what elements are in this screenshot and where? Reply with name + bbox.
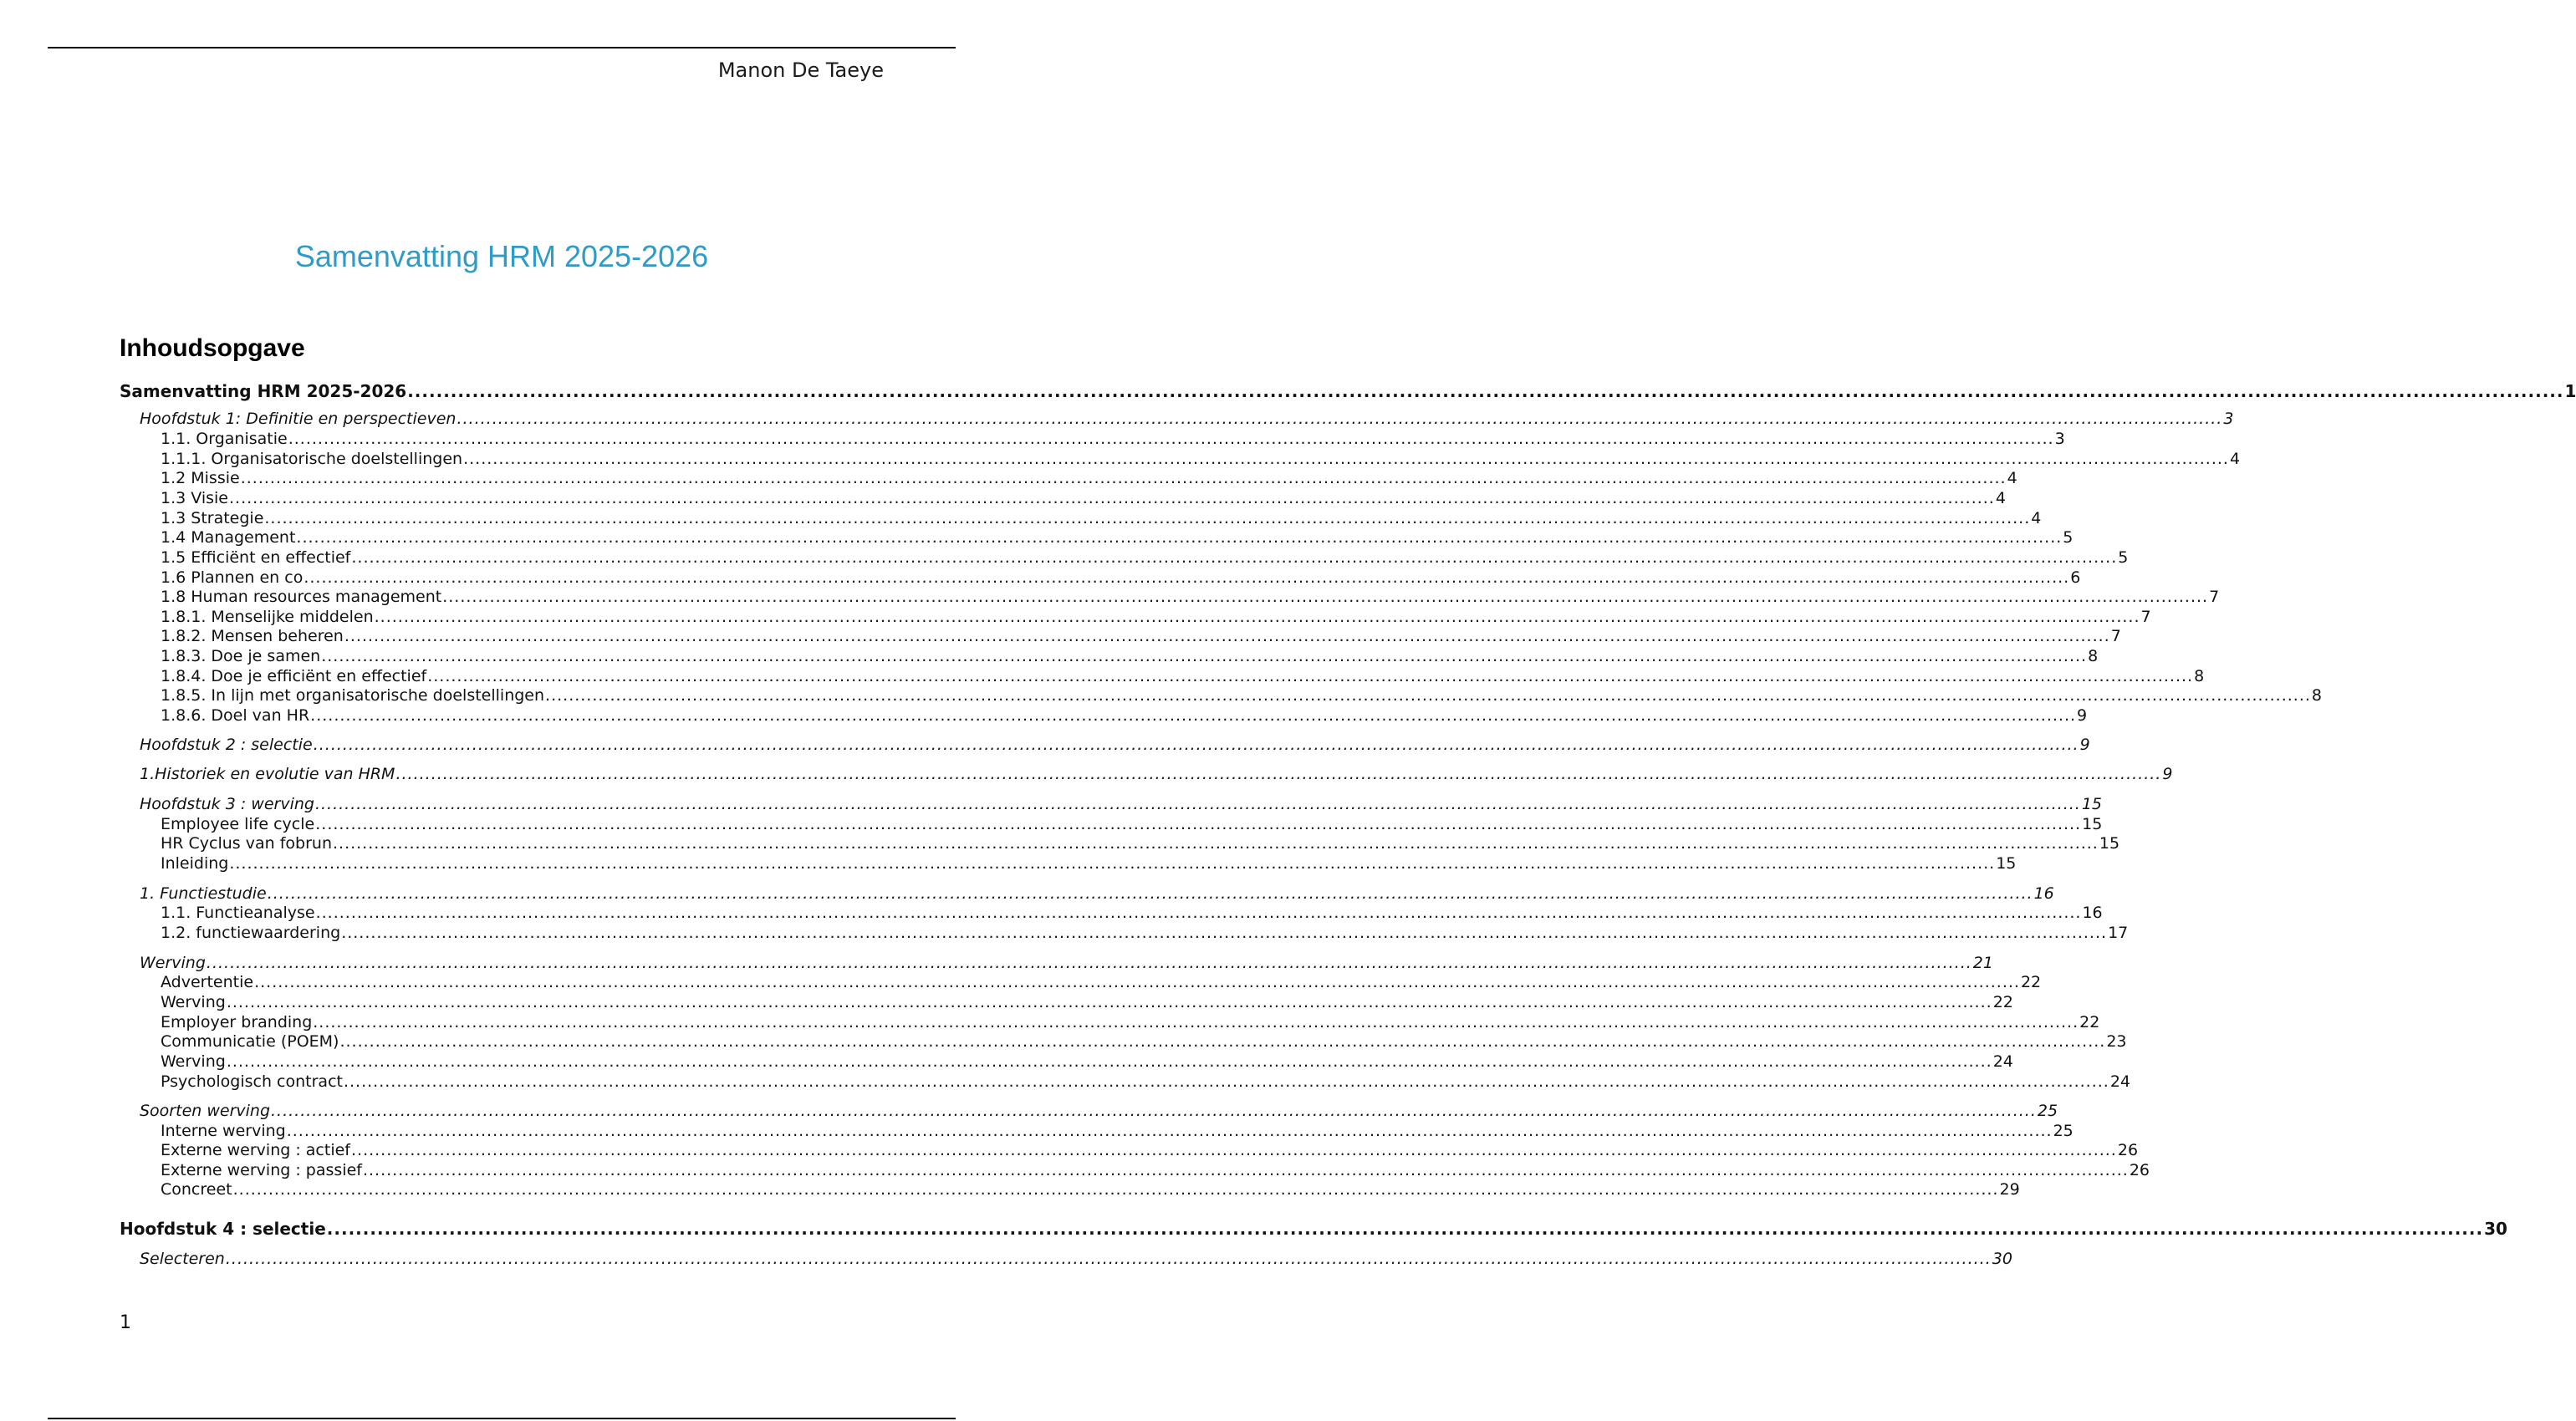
toc-entry-label: Hoofdstuk 3 : werving (140, 795, 314, 813)
toc-leader-dots: ............................................................................................................................................................................................................................................................................................................ (225, 1250, 1992, 1268)
toc-entry-page: 7 (2140, 608, 2151, 626)
toc-leader-dots: ............................................................................................................................................................................................................................................................................................................ (271, 1102, 2037, 1120)
toc-entry-page: 9 (2162, 765, 2173, 783)
toc-leader-dots: ............................................................................................................................................................................................................................................................................................................ (226, 1052, 1992, 1071)
toc-entry-label: 1.8.5. In lijn met organisatorische doelstellingen (161, 686, 545, 705)
toc-leader-dots: ............................................................................................................................................................................................................................................................................................................ (343, 1072, 2109, 1091)
header-author: Manon De Taeye (717, 59, 884, 82)
toc-leader-dots: ............................................................................................................................................................................................................................................................................................................ (314, 795, 2081, 813)
toc-entry-page: 15 (2082, 815, 2103, 833)
toc-entry-label: Werving (140, 954, 206, 972)
toc-entry-label: 1.8.3. Doe je samen (161, 647, 321, 665)
toc-entry-page: 21 (1972, 954, 1993, 972)
toc-entry[interactable] (161, 1072, 2131, 1092)
toc-entry[interactable] (140, 409, 2234, 429)
document-title: Samenvatting HRM 2025-2026 (294, 239, 709, 273)
toc-entry[interactable] (161, 1012, 2100, 1032)
toc-entry[interactable] (161, 449, 2241, 469)
toc-leader-dots: ............................................................................................................................................................................................................................................................................................................ (229, 854, 1996, 873)
toc-entry-label: 1.3 Strategie (161, 509, 264, 527)
toc-entry-page: 4 (2229, 450, 2241, 468)
toc-entry[interactable] (161, 548, 2129, 568)
toc-leader-dots: ............................................................................................................................................................................................................................................................................................................ (264, 509, 2031, 527)
toc-entry-label: 1.6 Plannen en co (161, 568, 304, 587)
toc-entry-label: Concreet (161, 1180, 232, 1199)
toc-entry-page: 30 (1992, 1250, 2012, 1268)
toc-leader-dots: ............................................................................................................................................................................................................................................................................................................ (240, 469, 2007, 487)
toc-leader-dots: ............................................................................................................................................................................................................................................................................................................ (374, 608, 2140, 626)
toc-leader-dots: ............................................................................................................................................................................................................................................................................................................ (442, 588, 2209, 606)
toc-entry[interactable] (161, 568, 2081, 588)
toc-leader-dots: ............................................................................................................................................................................................................................................................................................................ (545, 686, 2311, 705)
toc-entry[interactable] (161, 666, 2205, 686)
toc-entry-page: 22 (2020, 973, 2042, 991)
toc-entry-page: 5 (2118, 548, 2129, 567)
toc-entry-page: 9 (2077, 706, 2088, 725)
toc-entry-label: Werving (161, 993, 226, 1011)
toc-entry-label: 1.2. functiewaardering (161, 924, 341, 942)
toc-entry-label: Psychologisch contract (161, 1072, 343, 1091)
footer-rule (48, 1418, 956, 1419)
toc-entry-page: 3 (2054, 430, 2065, 448)
toc-entry-label: Samenvatting HRM 2025-2026 (120, 381, 407, 401)
toc-entry[interactable] (161, 1179, 2020, 1199)
toc-entry[interactable] (140, 884, 2054, 904)
toc-entry-page: 7 (2209, 588, 2220, 606)
toc-leader-dots: ............................................................................................................................................................................................................................................................................................................ (326, 1219, 2484, 1239)
toc-leader-dots: ............................................................................................................................................................................................................................................................................................................ (304, 568, 2070, 587)
toc-entry-page: 4 (2007, 469, 2017, 487)
toc-entry[interactable] (161, 607, 2151, 627)
toc-entry[interactable] (161, 1160, 2150, 1180)
toc-leader-dots: ............................................................................................................................................................................................................................................................................................................ (288, 430, 2054, 448)
toc-entry-label: 1.3 Visie (161, 489, 228, 507)
toc-leader-dots: ............................................................................................................................................................................................................................................................................................................ (313, 1013, 2079, 1031)
toc-entry-label: Werving (161, 1052, 226, 1071)
toc-entry[interactable] (161, 1121, 2074, 1141)
toc-entry-label: Hoofdstuk 1: Definitie en perspectieven (140, 410, 457, 428)
toc-entry[interactable] (161, 1140, 2139, 1160)
toc-leader-dots: ............................................................................................................................................................................................................................................................................................................ (463, 450, 2229, 468)
toc-entry-label: 1.8.2. Mensen beheren (161, 627, 344, 645)
toc-entry[interactable] (161, 685, 2322, 705)
toc-entry-page: 22 (2079, 1013, 2100, 1031)
toc-entry[interactable] (161, 833, 2120, 853)
toc-entry-label: HR Cyclus van fobrun (161, 834, 332, 853)
toc-entry[interactable] (161, 1031, 2127, 1052)
toc-entry-label: 1.8.4. Doe je efficiënt en effectief (161, 667, 427, 685)
toc-leader-dots: ............................................................................................................................................................................................................................................................................................................ (427, 667, 2194, 685)
toc-entry-page: 15 (1996, 854, 2017, 873)
toc-entry-page: 25 (2037, 1102, 2058, 1120)
toc-entry-label: Hoofdstuk 4 : selectie (120, 1219, 326, 1239)
toc-entry[interactable] (140, 735, 2090, 755)
toc-entry-label: 1.5 Efficiënt en effectief (161, 548, 351, 567)
toc-entry-label: Communicatie (POEM) (161, 1032, 339, 1051)
toc-entry-label: 1.1. Functieanalyse (161, 904, 315, 922)
toc-entry-page: 6 (2070, 568, 2081, 587)
toc-entry[interactable] (140, 953, 1993, 973)
toc-entry-page: 16 (2082, 904, 2103, 922)
toc-leader-dots: ............................................................................................................................................................................................................................................................................................................ (206, 954, 1972, 972)
toc-entry-label: Employee life cycle (161, 815, 315, 833)
toc-entry-page: 9 (2079, 736, 2090, 754)
toc-entry[interactable] (161, 853, 2017, 873)
toc-entry-label: Externe werving : actief (161, 1141, 350, 1159)
toc-leader-dots: ............................................................................................................................................................................................................................................................................................................ (341, 924, 2108, 942)
toc-entry[interactable] (140, 1249, 2012, 1269)
toc-entry-label: 1.2 Missie (161, 469, 240, 487)
toc-entry-page: 8 (2088, 647, 2099, 665)
page-number: 1 (120, 1312, 131, 1333)
toc-entry-page: 25 (2053, 1122, 2074, 1140)
toc-entry[interactable] (161, 468, 2017, 488)
toc-entry[interactable] (140, 794, 2103, 814)
toc-leader-dots: ............................................................................................................................................................................................................................................................................................................ (296, 528, 2063, 547)
toc-entry[interactable] (161, 972, 2042, 992)
toc-heading: Inhoudsopgave (120, 334, 305, 362)
toc-entry[interactable] (161, 1052, 2013, 1072)
toc-entry[interactable] (161, 527, 2074, 548)
toc-entry-label: Employer branding (161, 1013, 313, 1031)
toc-entry-label: 1.8.6. Doel van HR (161, 706, 310, 725)
toc-leader-dots: ............................................................................................................................................................................................................................................................................................................ (267, 884, 2033, 903)
toc-entry[interactable] (161, 814, 2103, 834)
toc-entry-page: 15 (2081, 795, 2103, 813)
toc-entry-page: 4 (2031, 509, 2042, 527)
toc-entry-page: 17 (2108, 924, 2129, 942)
toc-entry-label: 1.Historiek en evolutie van HRM (140, 765, 395, 783)
toc-entry-page: 16 (2033, 884, 2054, 903)
toc-entry-label: Soorten werving (140, 1102, 271, 1120)
toc-entry-label: Advertentie (161, 973, 254, 991)
toc-entry[interactable] (161, 646, 2099, 666)
toc-entry[interactable] (161, 903, 2103, 923)
toc-leader-dots: ............................................................................................................................................................................................................................................................................................................ (407, 381, 2564, 401)
toc-entry-page: 23 (2106, 1032, 2127, 1051)
toc-entry-label: Hoofdstuk 2 : selectie (140, 736, 313, 754)
toc-entry[interactable] (140, 1101, 2058, 1121)
toc-entry[interactable] (161, 488, 2006, 508)
toc-entry[interactable] (161, 992, 2013, 1012)
toc-entry-label: 1.8.1. Menselijke middelen (161, 608, 374, 626)
toc-entry-page: 4 (1995, 489, 2006, 507)
toc-leader-dots: ............................................................................................................................................................................................................................................................................................................ (332, 834, 2099, 853)
toc-entry-page: 26 (2117, 1141, 2139, 1159)
toc-entry[interactable] (161, 429, 2065, 449)
toc-entry[interactable] (161, 508, 2042, 528)
toc-entry-page: 3 (2223, 410, 2234, 428)
toc-entry-page: 1 (2564, 381, 2576, 401)
toc-leader-dots: ............................................................................................................................................................................................................................................................................................................ (350, 1141, 2117, 1159)
toc-entry-page: 8 (2311, 686, 2322, 705)
toc-leader-dots: ............................................................................................................................................................................................................................................................................................................ (228, 489, 1995, 507)
toc-leader-dots: ............................................................................................................................................................................................................................................................................................................ (226, 993, 1992, 1011)
toc-entry-label: 1.1. Organisatie (161, 430, 288, 448)
toc-entry-label: Externe werving : passief (161, 1161, 362, 1179)
toc-leader-dots: ............................................................................................................................................................................................................................................................................................................ (351, 548, 2118, 567)
toc-entry[interactable] (120, 381, 2576, 401)
toc-entry-page: 22 (1992, 993, 2013, 1011)
toc-leader-dots: ............................................................................................................................................................................................................................................................................................................ (254, 973, 2020, 991)
toc-leader-dots: ............................................................................................................................................................................................................................................................................................................ (339, 1032, 2106, 1051)
toc-leader-dots: ............................................................................................................................................................................................................................................................................................................ (457, 410, 2223, 428)
toc-entry-label: Inleiding (161, 854, 229, 873)
toc-entry-page: 24 (1992, 1052, 2013, 1071)
toc-leader-dots: ............................................................................................................................................................................................................................................................................................................ (315, 904, 2082, 922)
toc-entry-label: 1.4 Management (161, 528, 296, 547)
toc-entry[interactable] (161, 705, 2088, 726)
toc-entry-label: 1.8 Human resources management (161, 588, 442, 606)
toc-entry-label: Selecteren (140, 1250, 225, 1268)
toc-entry-page: 26 (2129, 1161, 2150, 1179)
toc-entry-label: 1.1.1. Organisatorische doelstellingen (161, 450, 463, 468)
toc-entry-page: 30 (2484, 1219, 2507, 1239)
toc-leader-dots: ............................................................................................................................................................................................................................................................................................................ (315, 815, 2082, 833)
toc-entry-label: Interne werving (161, 1122, 286, 1140)
toc-leader-dots: ............................................................................................................................................................................................................................................................................................................ (286, 1122, 2053, 1140)
toc-leader-dots: ............................................................................................................................................................................................................................................................................................................ (395, 765, 2162, 783)
toc-entry-page: 8 (2194, 667, 2205, 685)
toc-leader-dots: ............................................................................................................................................................................................................................................................................................................ (321, 647, 2088, 665)
toc-leader-dots: ............................................................................................................................................................................................................................................................................................................ (344, 627, 2110, 645)
toc-entry-page: 29 (1999, 1180, 2020, 1199)
toc-entry-page: 15 (2099, 834, 2120, 853)
toc-entry[interactable] (161, 587, 2220, 607)
toc-leader-dots: ............................................................................................................................................................................................................................................................................................................ (310, 706, 2077, 725)
toc-leader-dots: ............................................................................................................................................................................................................................................................................................................ (232, 1180, 1999, 1199)
toc-leader-dots: ............................................................................................................................................................................................................................................................................................................ (362, 1161, 2129, 1179)
toc-entry[interactable] (161, 626, 2121, 646)
toc-entry-label: 1. Functiestudie (140, 884, 267, 903)
toc-entry[interactable] (140, 764, 2173, 784)
toc-entry-page: 24 (2109, 1072, 2131, 1091)
toc-entry-page: 5 (2063, 528, 2074, 547)
toc-entry-page: 7 (2110, 627, 2121, 645)
toc-entry[interactable] (161, 923, 2129, 943)
toc-entry[interactable] (120, 1219, 2507, 1239)
toc-leader-dots: ............................................................................................................................................................................................................................................................................................................ (313, 736, 2079, 754)
